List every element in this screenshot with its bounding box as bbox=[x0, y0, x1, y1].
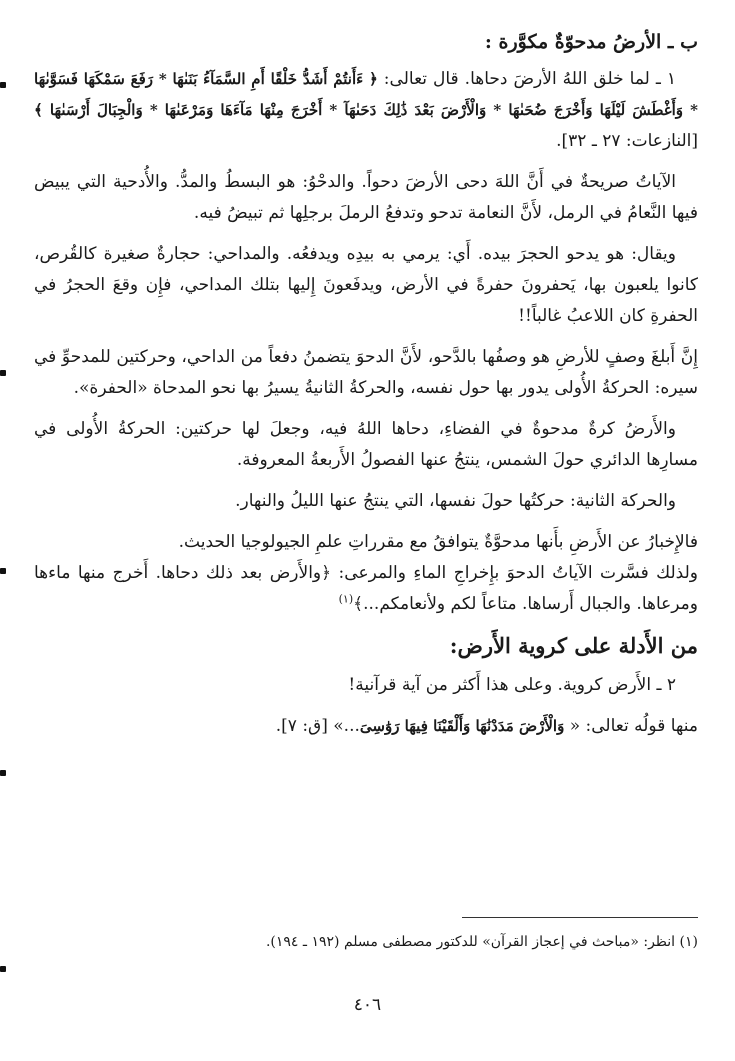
quran-verse-qaf: وَالْأَرْضَ مَدَدْنَٰهَا وَأَلْقَيْنَا فِيهَا رَوَٰسِىَ bbox=[359, 717, 565, 735]
page-number: ٤٠٦ bbox=[353, 995, 382, 1015]
paragraph-7a: فالإِخبارُ عن الأَرضِ بأَنها مدحوَّةٌ يتوافقُ مع مقرراتِ علمِ الجيولوجيا الحديث. bbox=[178, 532, 698, 552]
paragraph-3: ويقال: هو يدحو الحجرَ بيده. أَي: يرمي به بيدِه ويدفعُه. والمداحي: حجارةٌ صغيرة كالقُرص، كانوا يلعبون بها، يَحفرونَ حفرةً في الأرض، ويدفَعونَ إِليها بتلك المداحي، فإِن وقعَ الحجرُ في الحفرةِ كان اللاعبُ غالباً!! bbox=[34, 244, 698, 326]
section-b-heading: ب ـ الأرضُ مدحوّةٌ مكوَّرة : bbox=[484, 31, 698, 53]
verse-reference-naziat: [النازعات: ٢٧ ـ ٣٢]. bbox=[556, 131, 698, 151]
paragraph-4: إِنَّ أَبلغَ وصفٍ للأرضِ هو وصفُها بالدَّحو، لأَنَّ الدحوَ يتضمنُ دفعاً من الداحي، وحركتين للمدحوِّ في سيره: الحركةُ الأُولى يدور بها حول نفسه، والحركةُ الثانيةُ يسيرُ بها نحو المدحاة «الحفرة». bbox=[34, 347, 698, 398]
quran-verse-naziat: ﴿ ءَأَنتُمْ أَشَدُّ خَلْقًا أَمِ السَّمَآءُ بَنَىٰهَا * رَفَعَ سَمْكَهَا فَسَوَّىٰهَا * وَأَغْطَشَ لَيْلَهَا وَأَخْرَجَ ضُحَىٰهَا * وَالْأَرْضَ بَعْدَ ذَٰلِكَ دَحَىٰهَآ * أَخْرَجَ مِنْهَا مَآءَهَا وَمَرْعَىٰهَا * وَالْجِبَالَ أَرْسَىٰهَا ﴾ bbox=[34, 70, 698, 119]
margin-mark bbox=[0, 568, 6, 574]
paragraph-7b bbox=[34, 558, 698, 620]
paragraph-8: ٢ ـ الأَرض كروية. وعلى هذا أَكثر من آية قرآنية! bbox=[348, 675, 676, 695]
margin-mark bbox=[0, 82, 6, 88]
paragraph-5: والأَرضُ كرةٌ مدحوةٌ في الفضاءِ، دحاها اللهُ فيه، وجعلَ لها حركتين: الحركةُ الأُولى في مسارِها الدائري حولَ الشمس، ينتجُ عنها الفصولُ الأَربعةُ المعروفة. bbox=[34, 419, 698, 470]
paragraph-7b-text: ولذلك فسَّرت الآياتُ الدحوَ بإِخراجِ الماءِ والمرعى: ﴿والأَرض بعد ذلك دحاها. أَخرج منها ماءها ومرعاها. والجبال أَرساها. متاعاً لكم ولأنعامكم...﴾ bbox=[34, 563, 698, 614]
paragraph-6: والحركة الثانية: حركتُها حولَ نفسها، التي ينتجُ عنها الليلُ والنهار. bbox=[235, 491, 676, 511]
page-body bbox=[34, 26, 698, 752]
verse-reference-qaf: ...» [ق: ٧]. bbox=[275, 716, 360, 736]
margin-mark bbox=[0, 966, 6, 972]
margin-mark bbox=[0, 770, 6, 776]
footnote-divider bbox=[462, 917, 698, 918]
paragraph-1-lead: ١ ـ لما خلق اللهُ الأرضَ دحاها. قال تعالى: bbox=[377, 69, 676, 89]
evidence-heading: من الأَدلة على كروية الأَرض: bbox=[449, 633, 698, 658]
paragraph-1 bbox=[34, 64, 698, 157]
margin-mark bbox=[0, 370, 6, 376]
paragraph-9-lead: منها قولُه تعالى: « bbox=[564, 716, 698, 736]
footnote-reference: (١) bbox=[338, 592, 354, 606]
paragraph-2: الآياتُ صريحةٌ في أَنَّ اللهَ دحى الأرضَ دحواً. والدحْوُ: هو البسطُ والمدُّ. والأُدحية التي يبيض فيها النَّعامُ في الرمل، لأَنَّ النعامة تدحو وتدفعُ الرملَ برجلِها ثم تبيضُ فيه. bbox=[34, 172, 698, 223]
footnote: (١) انظر: «مباحث في إعجاز القرآن» للدكتور مصطفى مسلم (١٩٢ ـ ١٩٤). bbox=[265, 934, 698, 950]
paragraph-9 bbox=[34, 711, 698, 742]
